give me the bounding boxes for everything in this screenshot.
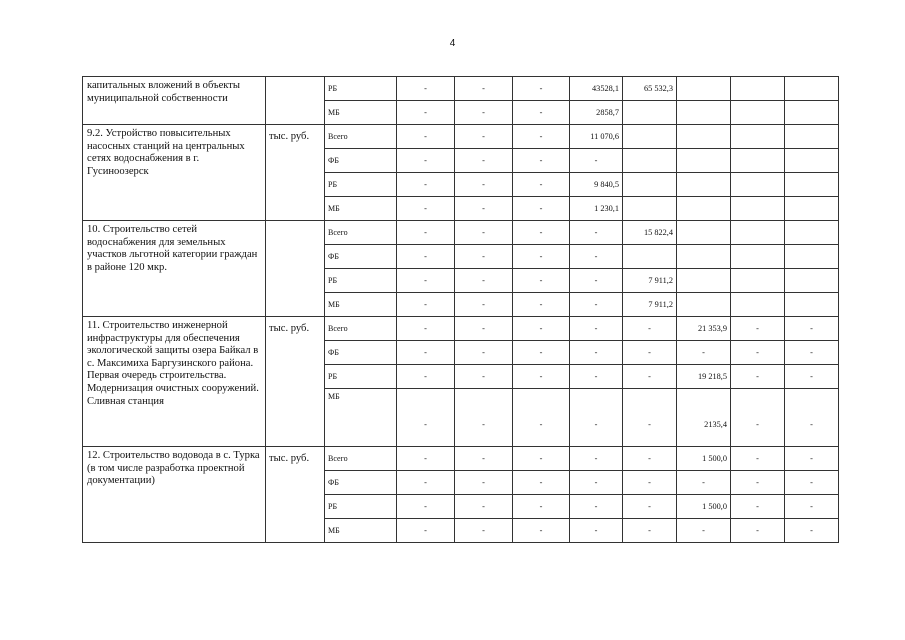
amount-cell: 19 218,5 [677,365,731,389]
funding-source: МБ [325,101,397,125]
amount-cell: - [513,173,570,197]
amount-cell: - [397,173,455,197]
amount-cell [731,293,785,317]
amount-cell: 21 353,9 [677,317,731,341]
amount-cell [623,101,677,125]
amount-cell: - [623,341,677,365]
funding-source: РБ [325,269,397,293]
amount-cell: - [570,519,623,543]
funding-source: РБ [325,495,397,519]
amount-cell: - [455,173,513,197]
amount-cell: - [455,293,513,317]
amount-cell: - [397,125,455,149]
amount-cell: - [397,245,455,269]
amount-cell: 11 070,6 [570,125,623,149]
amount-cell: - [731,447,785,471]
amount-cell [677,125,731,149]
amount-cell: - [455,365,513,389]
amount-cell: - [513,197,570,221]
funding-source: МБ [325,519,397,543]
amount-cell: - [513,495,570,519]
amount-cell: - [397,389,455,447]
amount-cell [731,125,785,149]
table-row [83,447,839,471]
funding-source: МБ [325,389,397,447]
amount-cell [623,149,677,173]
amount-cell [677,149,731,173]
amount-cell: - [397,341,455,365]
amount-cell [731,77,785,101]
amount-cell: - [623,471,677,495]
amount-cell: 7 911,2 [623,293,677,317]
page-number: 4 [449,38,456,49]
amount-cell [785,125,839,149]
amount-cell: - [397,519,455,543]
amount-cell: - [570,365,623,389]
amount-cell: - [455,519,513,543]
amount-cell: 1 500,0 [677,495,731,519]
amount-cell: - [570,293,623,317]
amount-cell [731,245,785,269]
measure-unit: тыс. руб. [266,317,325,447]
measure-unit: тыс. руб. [266,125,325,221]
amount-cell: - [455,245,513,269]
funding-source: Всего [325,447,397,471]
amount-cell [785,293,839,317]
amount-cell [731,101,785,125]
amount-cell: - [677,519,731,543]
amount-cell: - [455,149,513,173]
amount-cell: - [455,471,513,495]
amount-cell [785,269,839,293]
amount-cell: - [785,317,839,341]
funding-source: Всего [325,221,397,245]
amount-cell: - [455,221,513,245]
measure-description: 10. Строительство сетей водоснабжения для земельных участков льготной категории граждан в районе 120 мкр. [83,221,266,317]
amount-cell: - [623,495,677,519]
amount-cell: - [397,447,455,471]
amount-cell: - [397,149,455,173]
funding-source: РБ [325,173,397,197]
amount-cell: - [455,197,513,221]
measure-description: 12. Строительство водовода в с. Турка (в том числе разработка проектной документации) [83,447,266,543]
table-body [83,77,839,543]
amount-cell [785,77,839,101]
table-row [83,221,839,245]
amount-cell: - [570,269,623,293]
amount-cell [677,293,731,317]
amount-cell: - [455,389,513,447]
amount-cell [731,221,785,245]
amount-cell: 1 500,0 [677,447,731,471]
amount-cell: - [513,149,570,173]
table-row [83,317,839,341]
amount-cell: - [455,317,513,341]
amount-cell: - [785,389,839,447]
amount-cell: - [731,519,785,543]
amount-cell: - [623,317,677,341]
amount-cell: - [570,221,623,245]
amount-cell: - [455,77,513,101]
amount-cell: - [570,471,623,495]
amount-cell [731,197,785,221]
amount-cell: - [513,317,570,341]
amount-cell: - [570,447,623,471]
amount-cell: - [570,495,623,519]
amount-cell: - [397,269,455,293]
amount-cell: - [570,341,623,365]
amount-cell: - [785,341,839,365]
amount-cell [785,149,839,173]
amount-cell: - [455,341,513,365]
measure-unit: тыс. руб. [266,447,325,543]
amount-cell [731,173,785,197]
amount-cell [677,173,731,197]
amount-cell: - [731,495,785,519]
amount-cell [731,149,785,173]
amount-cell: - [513,101,570,125]
amount-cell: 2135,4 [677,389,731,447]
amount-cell: - [570,317,623,341]
amount-cell: - [623,447,677,471]
amount-cell [677,197,731,221]
amount-cell: 15 822,4 [623,221,677,245]
amount-cell: - [397,101,455,125]
amount-cell: 9 840,5 [570,173,623,197]
measure-unit [266,221,325,317]
amount-cell: - [513,269,570,293]
amount-cell [623,197,677,221]
amount-cell: - [623,519,677,543]
amount-cell [677,269,731,293]
amount-cell: - [397,77,455,101]
funding-source: ФБ [325,341,397,365]
amount-cell: - [455,495,513,519]
amount-cell: - [731,389,785,447]
measure-unit [266,77,325,125]
amount-cell: - [623,389,677,447]
measure-description: капитальных вложений в объекты муниципальной собственности [83,77,266,125]
amount-cell: - [397,471,455,495]
amount-cell: - [513,341,570,365]
funding-source: ФБ [325,471,397,495]
amount-cell [677,77,731,101]
amount-cell: - [513,221,570,245]
funding-source: Всего [325,125,397,149]
amount-cell: - [570,149,623,173]
amount-cell: - [785,471,839,495]
amount-cell: - [785,495,839,519]
funding-source: МБ [325,197,397,221]
amount-cell: 2858,7 [570,101,623,125]
amount-cell: - [513,77,570,101]
amount-cell: - [513,471,570,495]
amount-cell: - [397,495,455,519]
funding-source: ФБ [325,245,397,269]
amount-cell [623,125,677,149]
measure-description: 9.2. Устройство повысительных насосных станций на центральных сетях водоснабжения в г. Гусиноозерск [83,125,266,221]
amount-cell: - [785,519,839,543]
amount-cell [731,269,785,293]
amount-cell: - [397,293,455,317]
amount-cell: - [677,471,731,495]
amount-cell: - [397,197,455,221]
measure-description: 11. Строительство инженерной инфраструктуры для обеспечения экологической защиты озера Байкал в с. Максимиха Баргузинского района. Первая очередь строительства. Модернизация очистных сооружений. Сливная станция [83,317,266,447]
amount-cell: - [731,471,785,495]
funding-source: Всего [325,317,397,341]
funding-source: РБ [325,365,397,389]
amount-cell: - [731,317,785,341]
amount-cell [623,173,677,197]
amount-cell: 65 532,3 [623,77,677,101]
amount-cell [677,101,731,125]
amount-cell: 7 911,2 [623,269,677,293]
amount-cell: - [731,341,785,365]
amount-cell: - [455,269,513,293]
funding-source: МБ [325,293,397,317]
table-row [83,125,839,149]
amount-cell: - [513,125,570,149]
amount-cell: - [623,365,677,389]
amount-cell: - [570,245,623,269]
amount-cell: - [455,125,513,149]
funding-source: РБ [325,77,397,101]
amount-cell: - [397,365,455,389]
amount-cell [785,101,839,125]
amount-cell: - [513,389,570,447]
amount-cell: - [397,317,455,341]
amount-cell: - [785,365,839,389]
amount-cell: - [731,365,785,389]
amount-cell: - [513,293,570,317]
amount-cell: - [513,447,570,471]
amount-cell [785,197,839,221]
amount-cell [785,221,839,245]
amount-cell [623,245,677,269]
amount-cell [785,173,839,197]
amount-cell: - [677,341,731,365]
amount-cell [785,245,839,269]
amount-cell: - [397,221,455,245]
financing-table [82,76,839,543]
amount-cell: - [513,245,570,269]
amount-cell: 43528,1 [570,77,623,101]
amount-cell: - [513,519,570,543]
table-row [83,77,839,101]
amount-cell: - [570,389,623,447]
amount-cell: - [785,447,839,471]
funding-source: ФБ [325,149,397,173]
amount-cell: - [513,365,570,389]
amount-cell: - [455,101,513,125]
amount-cell: - [455,447,513,471]
amount-cell [677,221,731,245]
amount-cell [677,245,731,269]
amount-cell: 1 230,1 [570,197,623,221]
